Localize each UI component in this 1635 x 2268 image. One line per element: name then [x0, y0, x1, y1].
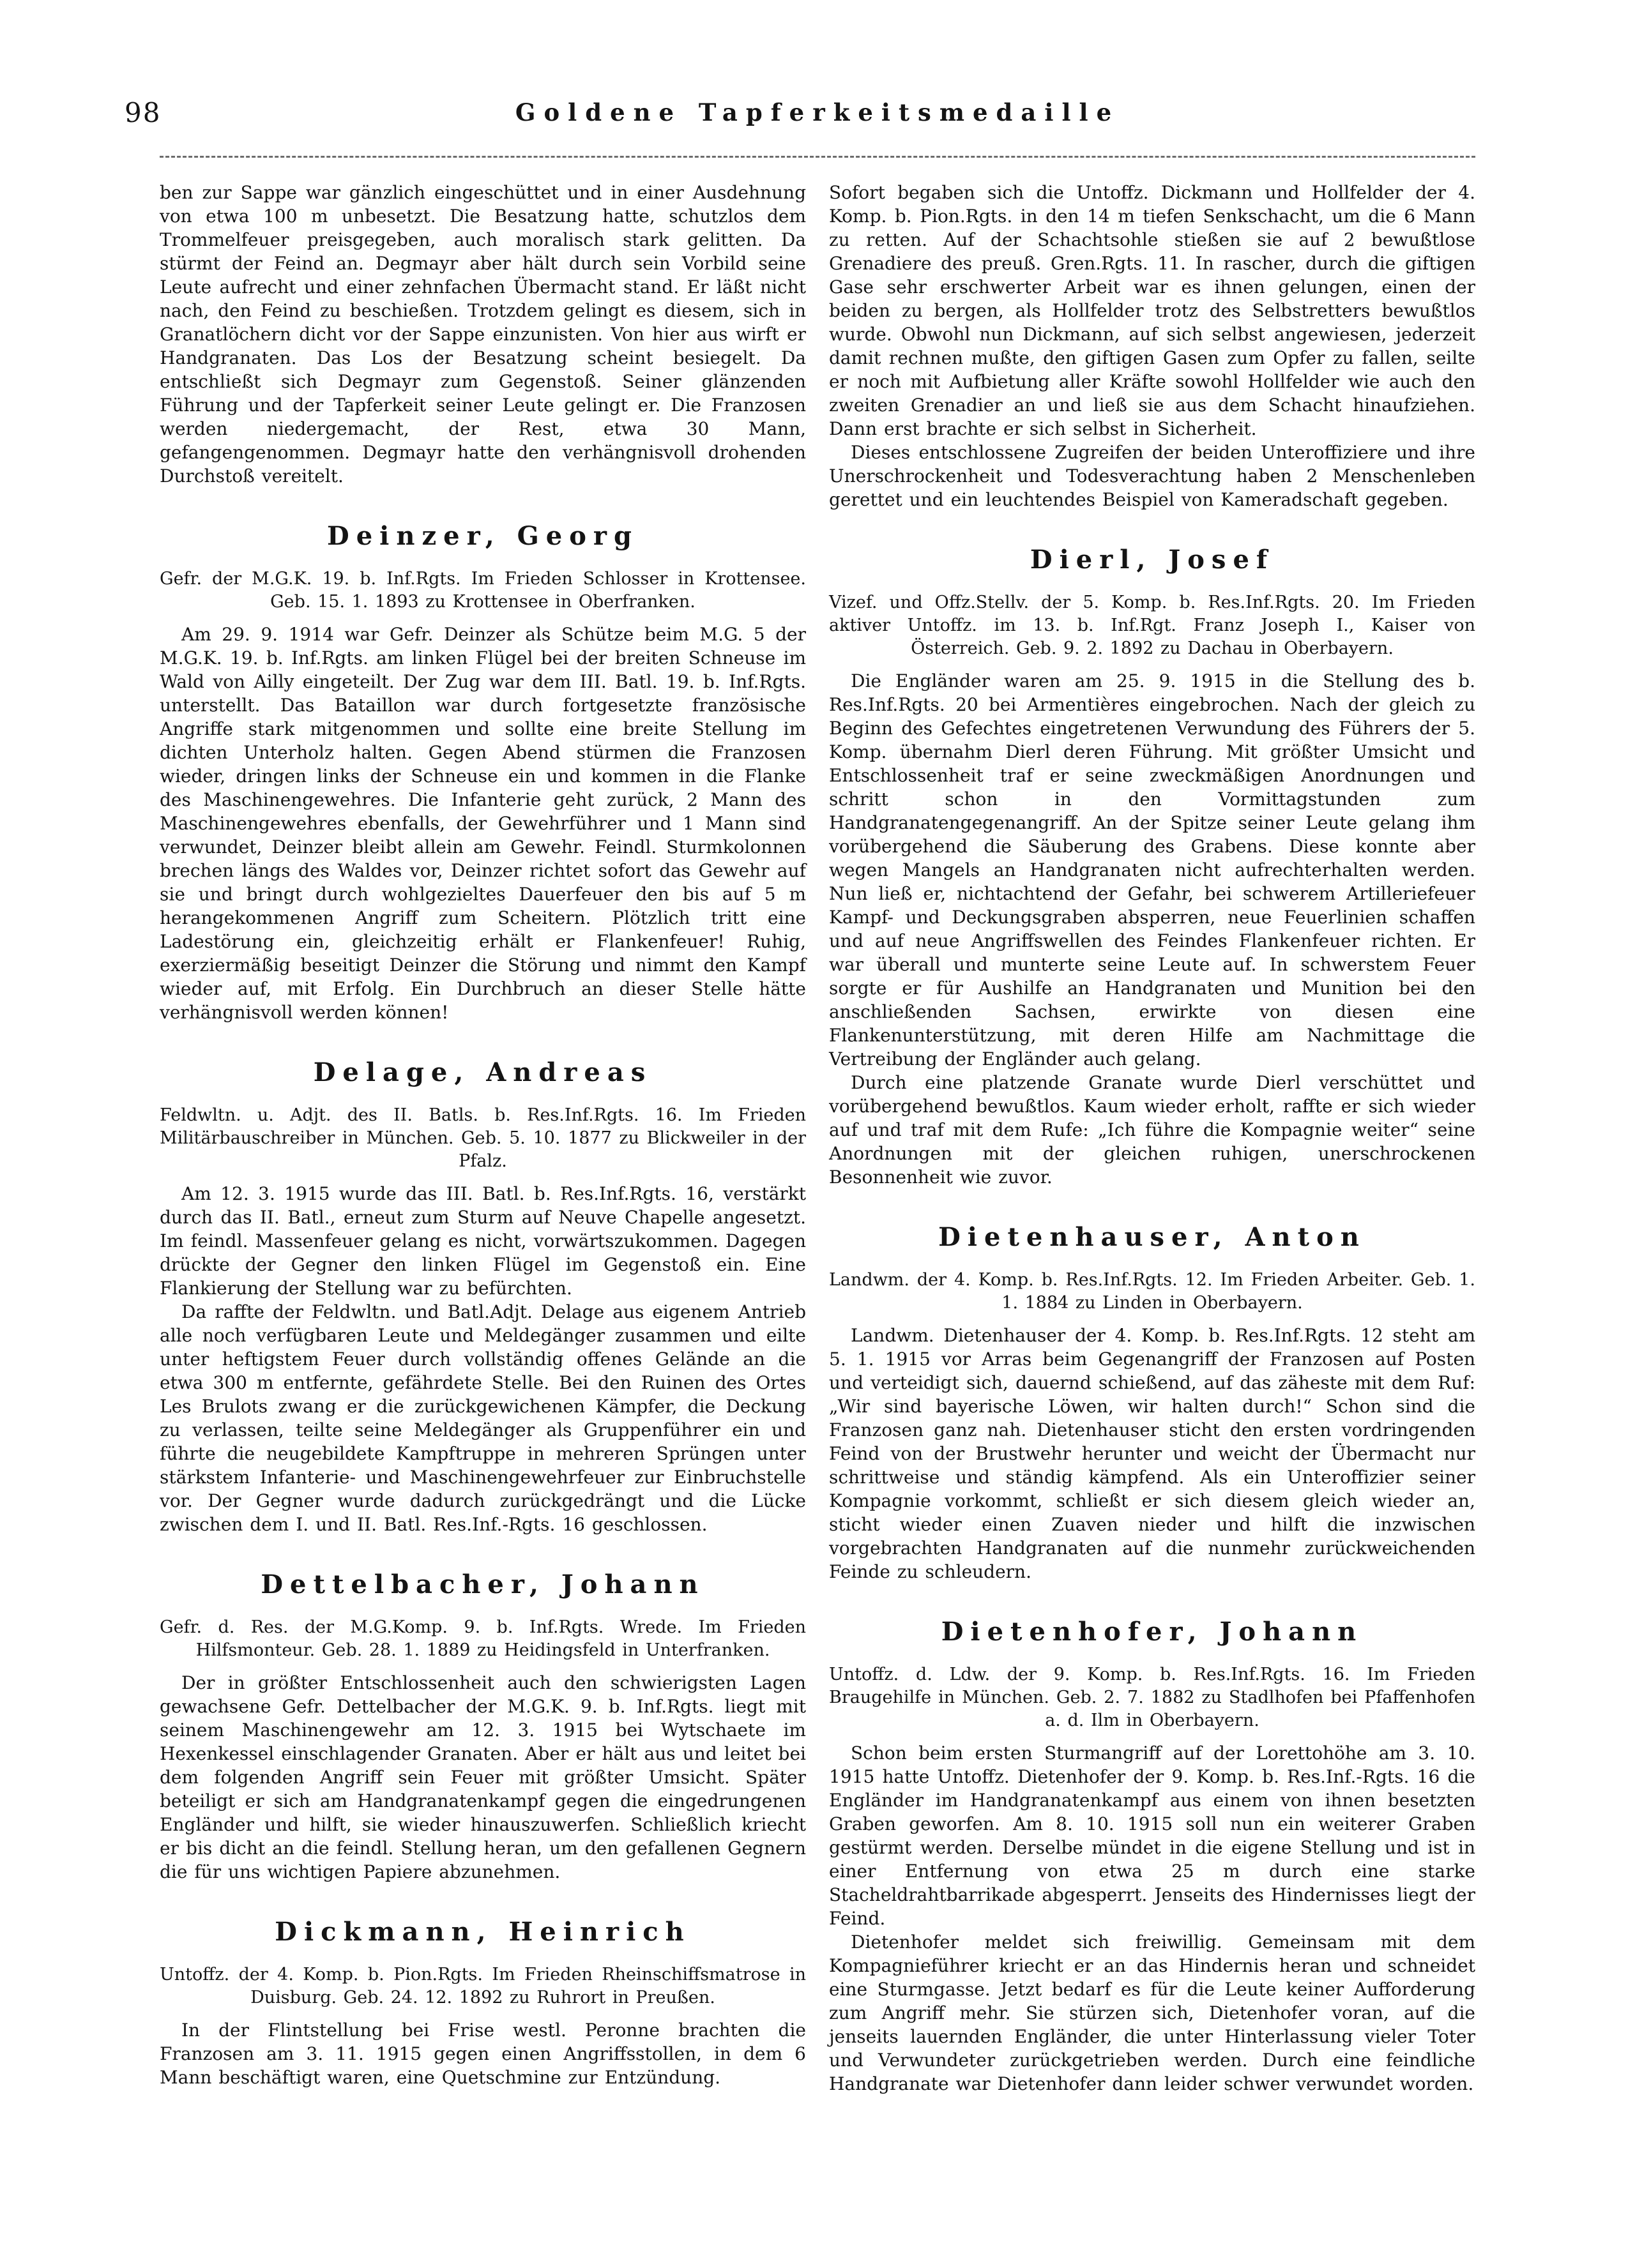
entry-heading: Dickmann, Heinrich — [275, 1917, 691, 1947]
entry-heading: Dietenhofer, Johann — [941, 1617, 1364, 1647]
entry-heading: Dietenhauser, Anton — [938, 1222, 1366, 1252]
entry-dietenhauser — [829, 1222, 1475, 1584]
running-title: Goldene Tapferkeitsmedaille — [515, 98, 1120, 126]
entry-dateline: Gefr. der M.G.K. 19. b. Inf.Rgts. Im Frieden Schlosser in Krottensee. Geb. 15. 1. 1893 zu Krottensee in Oberfranken. — [160, 569, 806, 612]
paragraph: Die Engländer waren am 25. 9. 1915 in die Stellung des b. Res.Inf.Rgts. 20 bei Armentières eingebrochen. Nach der gleich zu Beginn des Gefechtes eingetretenen Verwundung des Führers der 5. Komp. übernahm Dierl deren Führung. Mit größter Umsicht und Entschlossenheit traf er seine zweckmäßigen Anordnungen und schritt schon in den Vormittagstunden zum Handgranatengegenangriff. An der Spitze seiner Leute gelang ihm vorübergehend die Säuberung des Grabens. Diese konnte aber wegen Mangels an Handgranaten nicht aufrechterhalten werden. Nun ließ er, nichtachtend der Gefahr, bei schwerem Artilleriefeuer Kampf- und Deckungsgraben absperren, neue Feuerlinien schaffen und auf neue Angriffswellen des Feindes Flankenfeuer richten. Er war überall und munterte seine Leute auf. In schwerstem Feuer sorgte er für Aushilfe an Handgranaten und Munition bei den anschließenden Sachsen, erwirkte von diesen eine Flankenunterstützung, mit deren Hilfe am Nachmittage die Vertreibung der Engländer auch gelang. — [829, 670, 1475, 1070]
entry-heading: Deinzer, Georg — [327, 521, 639, 551]
entry-dateline: Untoffz. der 4. Komp. b. Pion.Rgts. Im Frieden Rheinschiffsmatrose in Duisburg. Geb. 24. 12. 1892 zu Ruhrort in Preußen. — [160, 1965, 806, 2007]
paragraph: In der Flintstellung bei Frise westl. Peronne brachten die Franzosen am 3. 11. 1915 gegen einen Angriffsstollen, in dem 6 Mann beschäftigt waren, eine Quetschmine zur Entzündung. — [160, 2020, 806, 2088]
page-number: 98 — [125, 97, 162, 128]
header-rule — [160, 156, 1475, 158]
entry-dateline: Gefr. d. Res. der M.G.Komp. 9. b. Inf.Rgts. Wrede. Im Frieden Hilfsmonteur. Geb. 28. 1. 1889 zu Heidingsfeld in Unterfranken. — [160, 1617, 806, 1660]
paragraph: Landwm. Dietenhauser der 4. Komp. b. Res.Inf.Rgts. 12 steht am 5. 1. 1915 vor Arras beim Gegenangriff der Franzosen auf Posten und verteidigt sich, dauernd schießend, auf das zäheste mit dem Ruf: „Wir sind bayerische Löwen, wir halten durch!“ Schon sind die Franzosen ganz nah. Dietenhauser sticht den ersten vordringenden Feind von der Brustwehr herunter und weicht der Übermacht nur schrittweise und ständig kämpfend. Als ein Unteroffizier seiner Kompagnie vorkommt, schließt er sich diesem gleich wieder an, sticht wieder einen Zuaven nieder und hilft die inzwischen vorgebrachten Handgranaten auf die nunmehr zurückweichenden Feinde zu schleudern. — [829, 1325, 1475, 1582]
entry-dateline: Vizef. und Offz.Stellv. der 5. Komp. b. Res.Inf.Rgts. 20. Im Frieden aktiver Untoffz. im 13. b. Inf.Rgt. Franz Joseph I., Kaiser von Österreich. Geb. 9. 2. 1892 zu Dachau in Oberbayern. — [829, 593, 1475, 658]
paragraph: Der in größter Entschlossenheit auch den schwierigsten Lagen gewachsene Gefr. Dettelbacher der M.G.K. 9. b. Inf.Rgts. liegt mit seinem Maschinengewehr am 12. 3. 1915 bei Wytschaete im Hexenkessel einschlagender Granaten. Aber er hält aus und leitet bei dem folgenden Angriff sein Feuer mit größter Umsicht. Später beteiligt er sich am Handgranatenkampf gegen die eingedrungenen Engländer und hilft, sie wieder hinauszuwerfen. Schließlich kriecht er bis dicht an die feindl. Stellung heran, um den gefallenen Gegnern die für uns wichtigen Papiere abzunehmen. — [160, 1672, 806, 1882]
paragraph: Da raffte der Feldwltn. und Batl.Adjt. Delage aus eigenem Antrieb alle noch verfügbaren Leute und Meldegänger zusammen und eilte unter heftigstem Feuer durch vollständig offenes Gelände an die etwa 300 m entfernte, gefährdete Stelle. Bei den Ruinen des Ortes Les Brulots zwang er die zurückgewichenen Kämpfer, die Deckung zu verlassen, teilte seine Meldegänger als Gruppenführer ein und führte die neugebildete Kampftruppe in mehreren Sprüngen unter stärkstem Infanterie- und Maschinengewehrfeuer zur Einbruchstelle vor. Der Gegner wurde dadurch zurückgedrängt und die Lücke zwischen dem I. und II. Batl. Res.Inf.-Rgts. 16 geschlossen. — [160, 1301, 806, 1535]
entry-heading: Dettelbacher, Johann — [261, 1569, 705, 1599]
entry-dettelbacher — [160, 1569, 806, 1884]
page-header — [125, 94, 1475, 139]
paragraph: Dietenhofer meldet sich freiwillig. Gemeinsam mit dem Kompagnieführer kriecht er an das Hindernis heran und schneidet eine Sturmgasse. Jetzt bedarf es für die Leute keiner Aufforderung zum Angriff mehr. Sie stürzen sich, Dietenhofer voran, auf die jenseits lauernden Engländer, die unter Hinterlassung vieler Toter und Verwundeter zurückgetrieben werden. Durch eine feindliche Handgranate war Dietenhofer dann leider schwer verwundet worden. — [829, 1932, 1475, 2094]
paragraph: Am 12. 3. 1915 wurde das III. Batl. b. Res.Inf.Rgts. 16, verstärkt durch das II. Batl., erneut zum Sturm auf Neuve Chapelle angesetzt. Im feindl. Massenfeuer gelang es nicht, vorwärtszukommen. Dagegen drückte der Gegner den linken Flügel im Gegenstoß ein. Eine Flankierung der Stellung war zu befürchten. — [160, 1183, 806, 1299]
left-column — [160, 181, 806, 2096]
paragraph-continuation: ben zur Sappe war gänzlich eingeschüttet und in einer Ausdehnung von etwa 100 m unbesetzt. Die Besatzung hatte, schutzlos dem Trommelfeuer preisgegeben, auch moralisch stark gelitten. Da stürmt der Feind an. Degmayr aber hält durch sein Vorbild seine Leute aufrecht und einer zehnfachen Übermacht stand. Er läßt nicht nach, den Feind zu beschießen. Trotzdem gelingt es diesem, sich in Granatlöchern dicht vor der Sappe einzunisten. Von hier aus wirft er Handgranaten. Das Los der Besatzung scheint besiegelt. Da entschließt sich Degmayr zum Gegenstoß. Seiner glänzenden Führung und der Tapferkeit seiner Leute gelingt er. Die Franzosen werden niedergemacht, der Rest, etwa 30 Mann, gefangengenommen. Degmayr hatte den verhängnisvoll drohenden Durchstoß vereitelt. — [160, 182, 806, 487]
entry-deinzer — [160, 521, 806, 1024]
paragraph-continuation: Sofort begaben sich die Untoffz. Dickmann und Hollfelder der 4. Komp. b. Pion.Rgts. in den 14 m tiefen Senkschacht, um die 6 Mann zu retten. Auf der Schachtsohle stießen sie auf 2 bewußtlose Grenadiere des preuß. Gren.Rgts. 11. In rascher, durch die giftigen Gase sehr erschwerter Arbeit war es ihnen gelungen, einen der beiden zu bergen, als Hollfelder trotz des Selbstretters bewußtlos wurde. Obwohl nun Dickmann, auf sich selbst angewiesen, jederzeit damit rechnen mußte, den giftigen Gasen zum Opfer zu fallen, seilte er noch mit Aufbietung aller Kräfte sowohl Hollfelder wie auch den zweiten Grenadier an und ließ sie aus dem Schacht hinaufziehen. Dann erst brachte er sich selbst in Sicherheit. — [829, 182, 1475, 439]
entry-dateline: Feldwltn. u. Adjt. des II. Batls. b. Res.Inf.Rgts. 16. Im Frieden Militärbauschreiber in München. Geb. 5. 10. 1877 zu Blickweiler in der Pfalz. — [160, 1105, 806, 1171]
paragraph: Am 29. 9. 1914 war Gefr. Deinzer als Schütze beim M.G. 5 der M.G.K. 19. b. Inf.Rgts. am linken Flügel bei der breiten Schneuse im Wald von Ailly eingeteilt. Der Zug war dem III. Batl. 19. b. Inf.Rgts. unterstellt. Das Bataillon war durch fortgesetzte französische Angriffe stark mitgenommen und sollte eine breite Stellung im dichten Unterholz halten. Gegen Abend stürmen die Franzosen wieder, dringen links der Schneuse ein und kommen in die Flanke des Maschinengewehres. Die Infanterie geht zurück, 2 Mann des Maschinengewehres ebenfalls, der Gewehrführer und 1 Mann sind verwundet, Deinzer bleibt allein am Gewehr. Feindl. Sturmkolonnen brechen längs des Waldes vor, Deinzer richtet sofort das Gewehr auf sie und bringt durch wohlgezieltes Dauerfeuer den bis auf 5 m herangekommenen Angriff zum Scheitern. Plötzlich tritt eine Ladestörung ein, gleichzeitig erhält er Flankenfeuer! Ruhig, exerziermäßig beseitigt Deinzer die Störung und nimmt den Kampf wieder auf, mit Erfolg. Ein Durchbruch an dieser Stelle hätte verhängnisvoll werden können! — [160, 624, 806, 1023]
entry-dietenhofer — [829, 1617, 1475, 2096]
entry-dateline: Untoffz. d. Ldw. der 9. Komp. b. Res.Inf.Rgts. 16. Im Frieden Braugehilfe in München. Geb. 2. 7. 1882 zu Stadlhofen bei Pfaffenhofen a. d. Ilm in Oberbayern. — [829, 1665, 1475, 1730]
paragraph: Dieses entschlossene Zugreifen der beiden Unteroffiziere und ihre Unerschrockenheit und Todesverachtung haben 2 Menschenleben gerettet und ein leuchtendes Beispiel von Kameradschaft gegeben. — [829, 442, 1475, 510]
paragraph: Durch eine platzende Granate wurde Dierl verschüttet und vorübergehend bewußtlos. Kaum wieder erholt, raffte er sich wieder auf und traf mit dem Rufe: „Ich führe die Kompagnie weiter“ seine Anordnungen mit der gleichen ruhigen, unerschrockenen Besonnenheit wie zuvor. — [829, 1072, 1475, 1188]
right-column — [829, 181, 1475, 2096]
text-columns — [160, 181, 1475, 2096]
paragraph: Schon beim ersten Sturmangriff auf der Lorettohöhe am 3. 10. 1915 hatte Untoffz. Dietenhofer der 9. Komp. b. Res.Inf.-Rgts. 16 die Engländer im Handgranatenkampf aus einem von ihnen besetzten Graben geworfen. Am 8. 10. 1915 soll nun ein weiterer Graben gestürmt werden. Derselbe mündet in die eigene Stellung und ist in einer Entfernung von etwa 25 m durch eine starke Stacheldrahtbarrikade abgesperrt. Jenseits des Hindernisses liegt der Feind. — [829, 1743, 1475, 1929]
entry-dierl — [829, 545, 1475, 1189]
entry-heading: Dierl, Josef — [1030, 545, 1275, 575]
entry-dateline: Landwm. der 4. Komp. b. Res.Inf.Rgts. 12. Im Frieden Arbeiter. Geb. 1. 1. 1884 zu Linden in Oberbayern. — [829, 1270, 1475, 1313]
entry-heading: Delage, Andreas — [313, 1057, 653, 1087]
entry-dickmann — [160, 1917, 806, 2089]
entry-delage — [160, 1057, 806, 1536]
